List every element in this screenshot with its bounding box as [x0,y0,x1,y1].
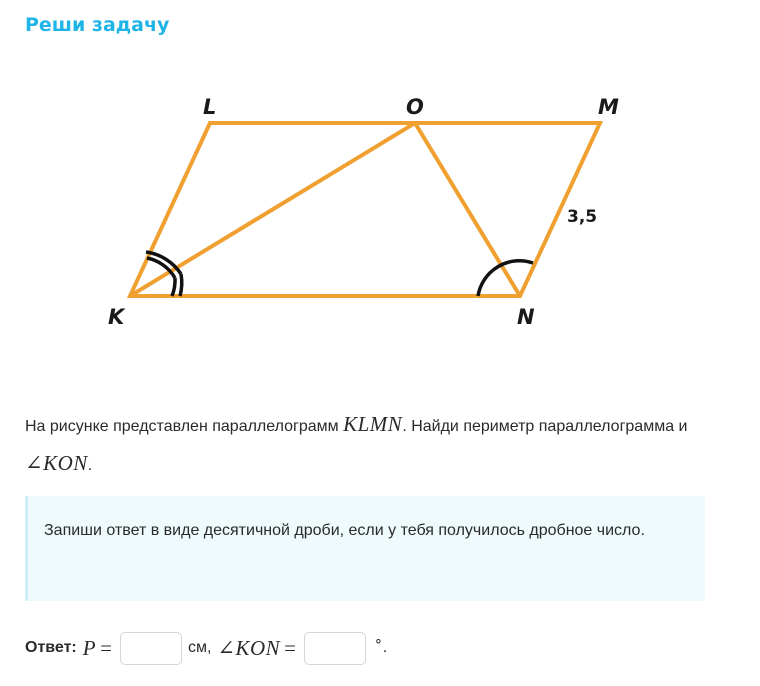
vertex-label-o: O [406,95,424,119]
problem-text-after: . [87,457,93,474]
answer-end-punct: . [382,639,388,656]
equals-sign: = [100,635,112,660]
equals-sign-angle: = [284,635,297,660]
perimeter-symbol: P [82,635,97,660]
perimeter-answer-input[interactable] [120,632,182,665]
parallelogram-figure [0,80,760,340]
parallelogram-name: KLMN [343,412,403,436]
vertex-label-m: M [598,95,619,119]
vertex-label-l: L [203,95,217,119]
side-mn-length-label: 3,5 [567,207,598,227]
task-title: Реши задачу [25,14,170,36]
problem-statement [25,406,725,484]
unit-cm: см, [187,639,212,656]
angle-n-arc [478,261,533,296]
geometry-diagram [0,80,760,340]
segment-on [415,123,520,296]
parallelogram-klmn [130,123,600,296]
degree-symbol: ∘ [374,633,383,649]
segment-ko [130,123,415,296]
vertex-label-n: N [517,305,535,329]
angle-answer-input[interactable] [304,632,366,665]
answer-row [25,630,387,666]
problem-text-before: На рисунке представлен параллелограмм [25,418,344,435]
answer-label: Ответ: [25,639,77,656]
vertex-label-k: K [108,305,125,329]
angle-name: ∠KON [25,451,88,475]
hint-box [25,496,705,601]
angle-symbol: ∠KON [217,635,281,660]
problem-text-middle: . Найди периметр параллелограмма и [402,418,688,435]
hint-text: Запиши ответ в виде десятичной дроби, если у тебя получилось дробное число. [44,522,645,539]
